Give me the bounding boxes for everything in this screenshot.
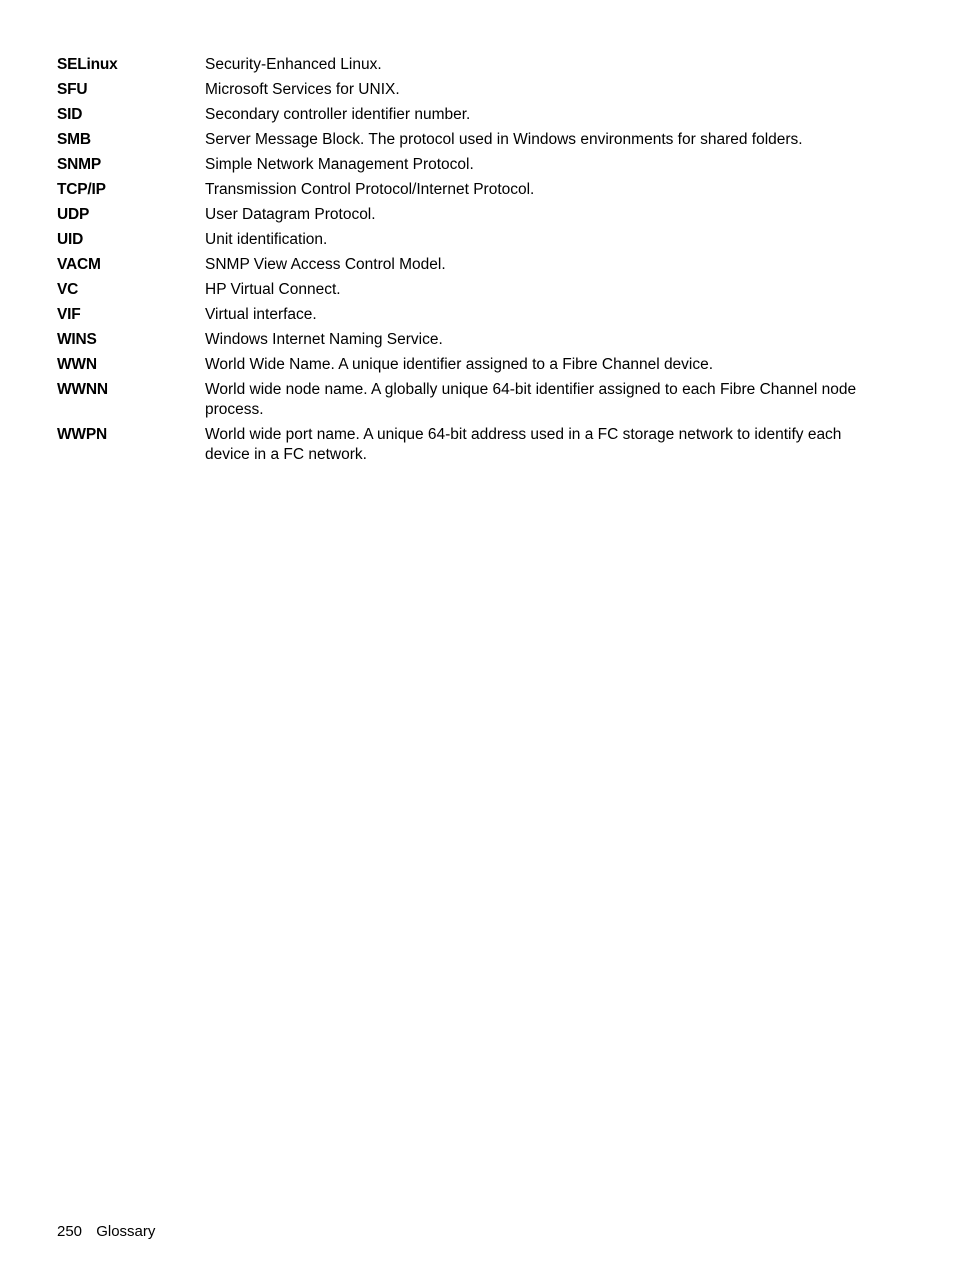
glossary-entry xyxy=(57,55,877,75)
footer-section-title: Glossary xyxy=(96,1223,156,1240)
glossary-term: SNMP xyxy=(57,156,101,173)
glossary-definition: Secondary controller identifier number. xyxy=(205,106,471,123)
glossary-definition: World Wide Name. A unique identifier assigned to a Fibre Channel device. xyxy=(205,356,714,373)
glossary-term: SMB xyxy=(57,131,91,148)
glossary-entry xyxy=(57,355,877,375)
glossary-entry xyxy=(57,305,877,325)
glossary-definition: User Datagram Protocol. xyxy=(205,206,376,223)
glossary-definition: World wide node name. A globally unique 64-bit identifier assigned to each Fibre Channel node process. xyxy=(205,381,857,418)
glossary-term: WWN xyxy=(57,356,97,373)
glossary-definition: HP Virtual Connect. xyxy=(205,281,341,298)
glossary-entry xyxy=(57,380,877,420)
glossary-definition: Microsoft Services for UNIX. xyxy=(205,81,400,98)
glossary-definition: Transmission Control Protocol/Internet Protocol. xyxy=(205,181,535,198)
glossary-entry xyxy=(57,205,877,225)
glossary-entry xyxy=(57,330,877,350)
glossary-definition: Server Message Block. The protocol used in Windows environments for shared folders. xyxy=(205,131,803,148)
glossary-definition: SNMP View Access Control Model. xyxy=(205,256,446,273)
glossary-entry xyxy=(57,130,877,150)
glossary-definition: Simple Network Management Protocol. xyxy=(205,156,474,173)
glossary-entry xyxy=(57,230,877,250)
glossary-list xyxy=(57,55,877,470)
glossary-term: SID xyxy=(57,106,83,123)
glossary-term: SELinux xyxy=(57,56,118,73)
page-number: 250 xyxy=(57,1223,83,1240)
glossary-entry xyxy=(57,280,877,300)
glossary-term: WWNN xyxy=(57,381,108,398)
glossary-entry xyxy=(57,255,877,275)
glossary-entry xyxy=(57,155,877,175)
glossary-definition: Unit identification. xyxy=(205,231,328,248)
glossary-definition: World wide port name. A unique 64-bit address used in a FC storage network to identify each device in a FC network. xyxy=(205,426,842,463)
glossary-entry xyxy=(57,105,877,125)
glossary-term: VACM xyxy=(57,256,101,273)
glossary-term: UDP xyxy=(57,206,90,223)
glossary-entry xyxy=(57,80,877,100)
glossary-definition: Security-Enhanced Linux. xyxy=(205,56,382,73)
glossary-term: SFU xyxy=(57,81,88,98)
glossary-entry xyxy=(57,180,877,200)
glossary-entry xyxy=(57,425,877,465)
glossary-term: WWPN xyxy=(57,426,107,443)
glossary-term: WINS xyxy=(57,331,97,348)
glossary-term: VC xyxy=(57,281,79,298)
page-footer xyxy=(57,1222,155,1242)
glossary-term: TCP/IP xyxy=(57,181,106,198)
glossary-definition: Virtual interface. xyxy=(205,306,317,323)
glossary-definition: Windows Internet Naming Service. xyxy=(205,331,443,348)
glossary-term: VIF xyxy=(57,306,81,323)
glossary-term: UID xyxy=(57,231,84,248)
